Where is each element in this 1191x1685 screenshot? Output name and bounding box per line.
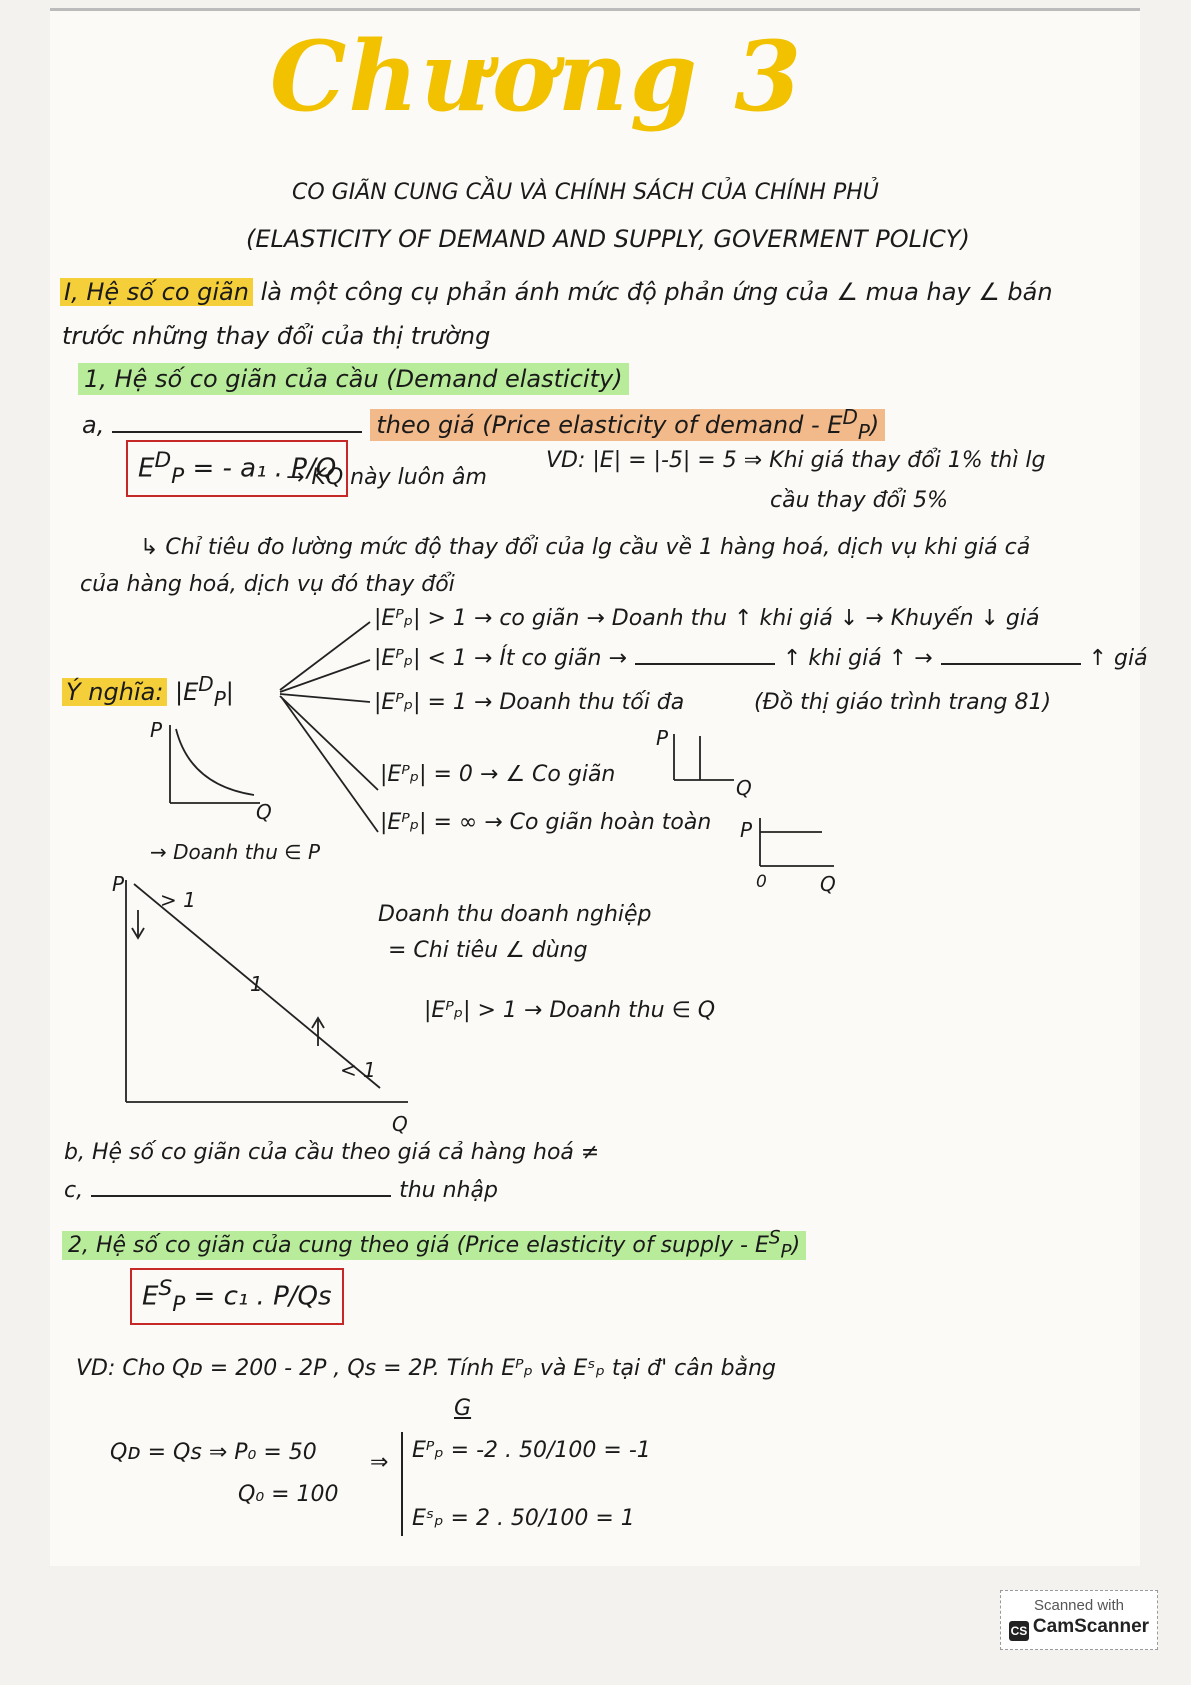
chapter-title: Chương 3 — [270, 20, 804, 133]
blank-line — [635, 663, 775, 665]
elastic-graph-p: P — [740, 818, 753, 842]
supply-elasticity-heading: 2, Hệ số co giãn của cung theo giá (Price elasticity of supply - $E^S_P$) — [62, 1228, 806, 1263]
camscanner-watermark: Scanned with CS CamScanner — [1000, 1590, 1158, 1650]
meaning-line2: của hàng hoá, dịch vụ đó thay đổi — [80, 572, 455, 597]
sub-c-line: c, thu nhập — [64, 1178, 498, 1203]
revenue-label: → Doanh thu ∈ P — [150, 840, 321, 864]
revenue-note2: = Chi tiêu ∠ dùng — [388, 938, 588, 963]
camscanner-logo-icon: CS — [1009, 1621, 1029, 1641]
revenue-graph-q: Q — [392, 1112, 408, 1136]
inelastic-graph-q: Q — [736, 776, 752, 800]
blank-line — [941, 663, 1081, 665]
demand-result: Eᴾₚ = -2 . 50/100 = -1 — [412, 1438, 651, 1463]
branch-gt1: |Eᴾₚ| > 1 → co giãn → Doanh thu ↑ khi giá ↓ → Khuyến ↓ giá — [374, 606, 1040, 631]
section-i-text: là một công cụ phản ánh mức độ phản ứng của ∠ mua hay ∠ bán — [260, 278, 1053, 306]
y-nghia-label: Ý nghĩa: $|E^D_P|$ — [62, 672, 234, 711]
revenue-lt1: < 1 — [340, 1058, 376, 1082]
g-label: G — [454, 1396, 472, 1421]
textbook-note: (Đồ thị giáo trình trang 81) — [754, 690, 1052, 715]
inelastic-graph-p: P — [656, 726, 669, 750]
demand-formula-box: $E^D_P$ = - a₁ . P/Q — [126, 440, 348, 497]
branch-lt1: |Eᴾₚ| < 1 → Ít co giãn → ↑ khi giá ↑ → ↑ giá — [374, 646, 1148, 671]
demand-elasticity-heading: 1, Hệ số co giãn của cầu (Demand elasticity) — [78, 365, 629, 393]
supply-formula-box: $E^S_P = c_1$ . P/Qs — [130, 1268, 344, 1325]
revenue-graph-p: P — [112, 872, 125, 896]
revenue-note1: Doanh thu doanh nghiệp — [378, 902, 652, 927]
elastic-mini-graph — [752, 818, 852, 888]
revenue-eq1: 1 — [250, 972, 263, 996]
price-elasticity-line: a, theo giá (Price elasticity of demand - $E^D_P$) — [82, 405, 902, 444]
elastic-graph-origin: 0 — [756, 872, 767, 892]
supply-result: Eˢₚ = 2 . 50/100 = 1 — [412, 1506, 635, 1531]
section-i-line2: trước những thay đổi của thị trường — [62, 322, 491, 350]
section-i-highlight: I, Hệ số co giãn — [60, 278, 253, 306]
meaning-line1: ↳ Chỉ tiêu đo lường mức độ thay đổi của lg cầu về 1 hàng hoá, dịch vụ khi giá cả — [140, 535, 1031, 560]
small-graph-q: Q — [256, 800, 272, 824]
small-demand-curve — [150, 725, 270, 825]
branch-eq1: |Eᴾₚ| = 1 → Doanh thu tối đa — [374, 690, 685, 715]
subtitle-english: (ELASTICITY OF DEMAND AND SUPPLY, GOVERMENT POLICY) — [246, 225, 970, 253]
elastic-graph-q: Q — [820, 872, 836, 896]
branch-eq0: |Eᴾₚ| = 0 → ∠ Co giãn — [380, 762, 616, 787]
example-line1: VD: |E| = |-5| = 5 ⇒ Khi giá thay đổi 1% thì lg — [546, 448, 1046, 473]
supply-example: VD: Cho Qᴅ = 200 - 2P , Qs = 2P. Tính Eᴾₚ và Eˢₚ tại đ' cân bằng — [76, 1356, 776, 1381]
equilibrium-q: Q₀ = 100 — [238, 1482, 339, 1507]
blank-line — [91, 1195, 391, 1197]
equilibrium-eq: Qᴅ = Qs ⇒ P₀ = 50 — [110, 1440, 317, 1465]
sub-b-line: b, Hệ số co giãn của cầu theo giá cả hàng hoá ≠ — [64, 1140, 600, 1165]
formula-note: → KQ này luôn âm — [286, 465, 487, 490]
small-graph-p: P — [150, 718, 163, 742]
subtitle-vietnamese: CO GIÃN CUNG CẦU VÀ CHÍNH SÁCH CỦA CHÍNH PHỦ — [292, 180, 879, 205]
result-brace — [394, 1432, 414, 1542]
example-line2: cầu thay đổi 5% — [770, 488, 949, 513]
implies-arrow: ⇒ — [370, 1450, 389, 1475]
revenue-note3: |Eᴾₚ| > 1 → Doanh thu ∈ Q — [424, 998, 716, 1023]
branch-inf: |Eᴾₚ| = ∞ → Co giãn hoàn toàn — [380, 810, 712, 835]
revenue-gt1: > 1 — [160, 888, 196, 912]
inelastic-mini-graph — [664, 732, 744, 792]
